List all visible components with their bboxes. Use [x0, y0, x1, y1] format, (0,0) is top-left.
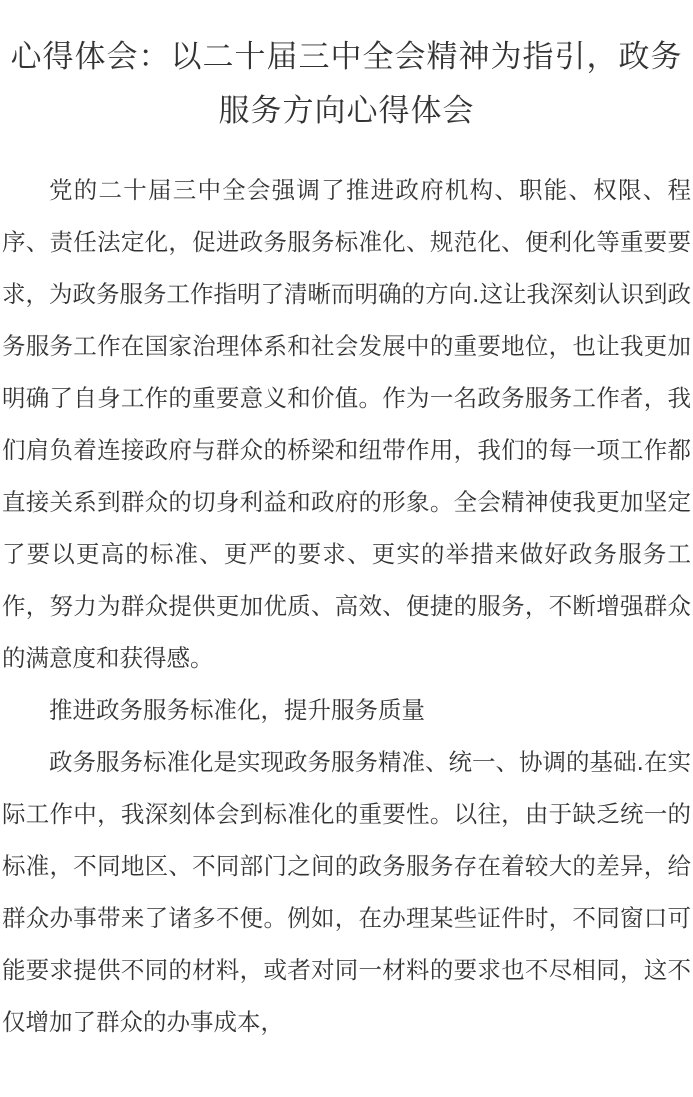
paragraph-intro: 党的二十届三中全会强调了推进政府机构、职能、权限、程序、责任法定化，促进政务服务标准化、规范化、便利化等重要要求，为政务服务工作指明了清晰而明确的方向.这让我深刻认识到政务服务工作在国家治理体系和社会发展中的重要地位，也让我更加明确了自身工作的重要意义和价值。作为一名政务服务工作者，我们肩负着连接政府与群众的桥梁和纽带作用，我们的每一项工作都直接关系到群众的切身利益和政府的形象。全会精神使我更加坚定了要以更高的标准、更严的要求、更实的举措来做好政务服务工作，努力为群众提供更加优质、高效、便捷的服务，不断增强群众的满意度和获得感。: [2, 176, 691, 672]
article-body: [2, 164, 691, 1048]
paragraph-standardization: 政务服务标准化是实现政务服务精准、统一、协调的基础.在实际工作中，我深刻体会到标准化的重要性。以往，由于缺乏统一的标准，不同地区、不同部门之间的政务服务存在着较大的差异，给群众办事带来了诸多不便。例如，在办理某些证件时，不同窗口可能要求提供不同的材料，或者对同一材料的要求也不尽相同，这不仅增加了群众的办事成本，: [2, 748, 691, 1036]
section-heading: 推进政务服务标准化，提升服务质量: [49, 696, 425, 724]
article-title: 心得体会：以二十届三中全会精神为指引，政务服务方向心得体会: [10, 39, 683, 129]
